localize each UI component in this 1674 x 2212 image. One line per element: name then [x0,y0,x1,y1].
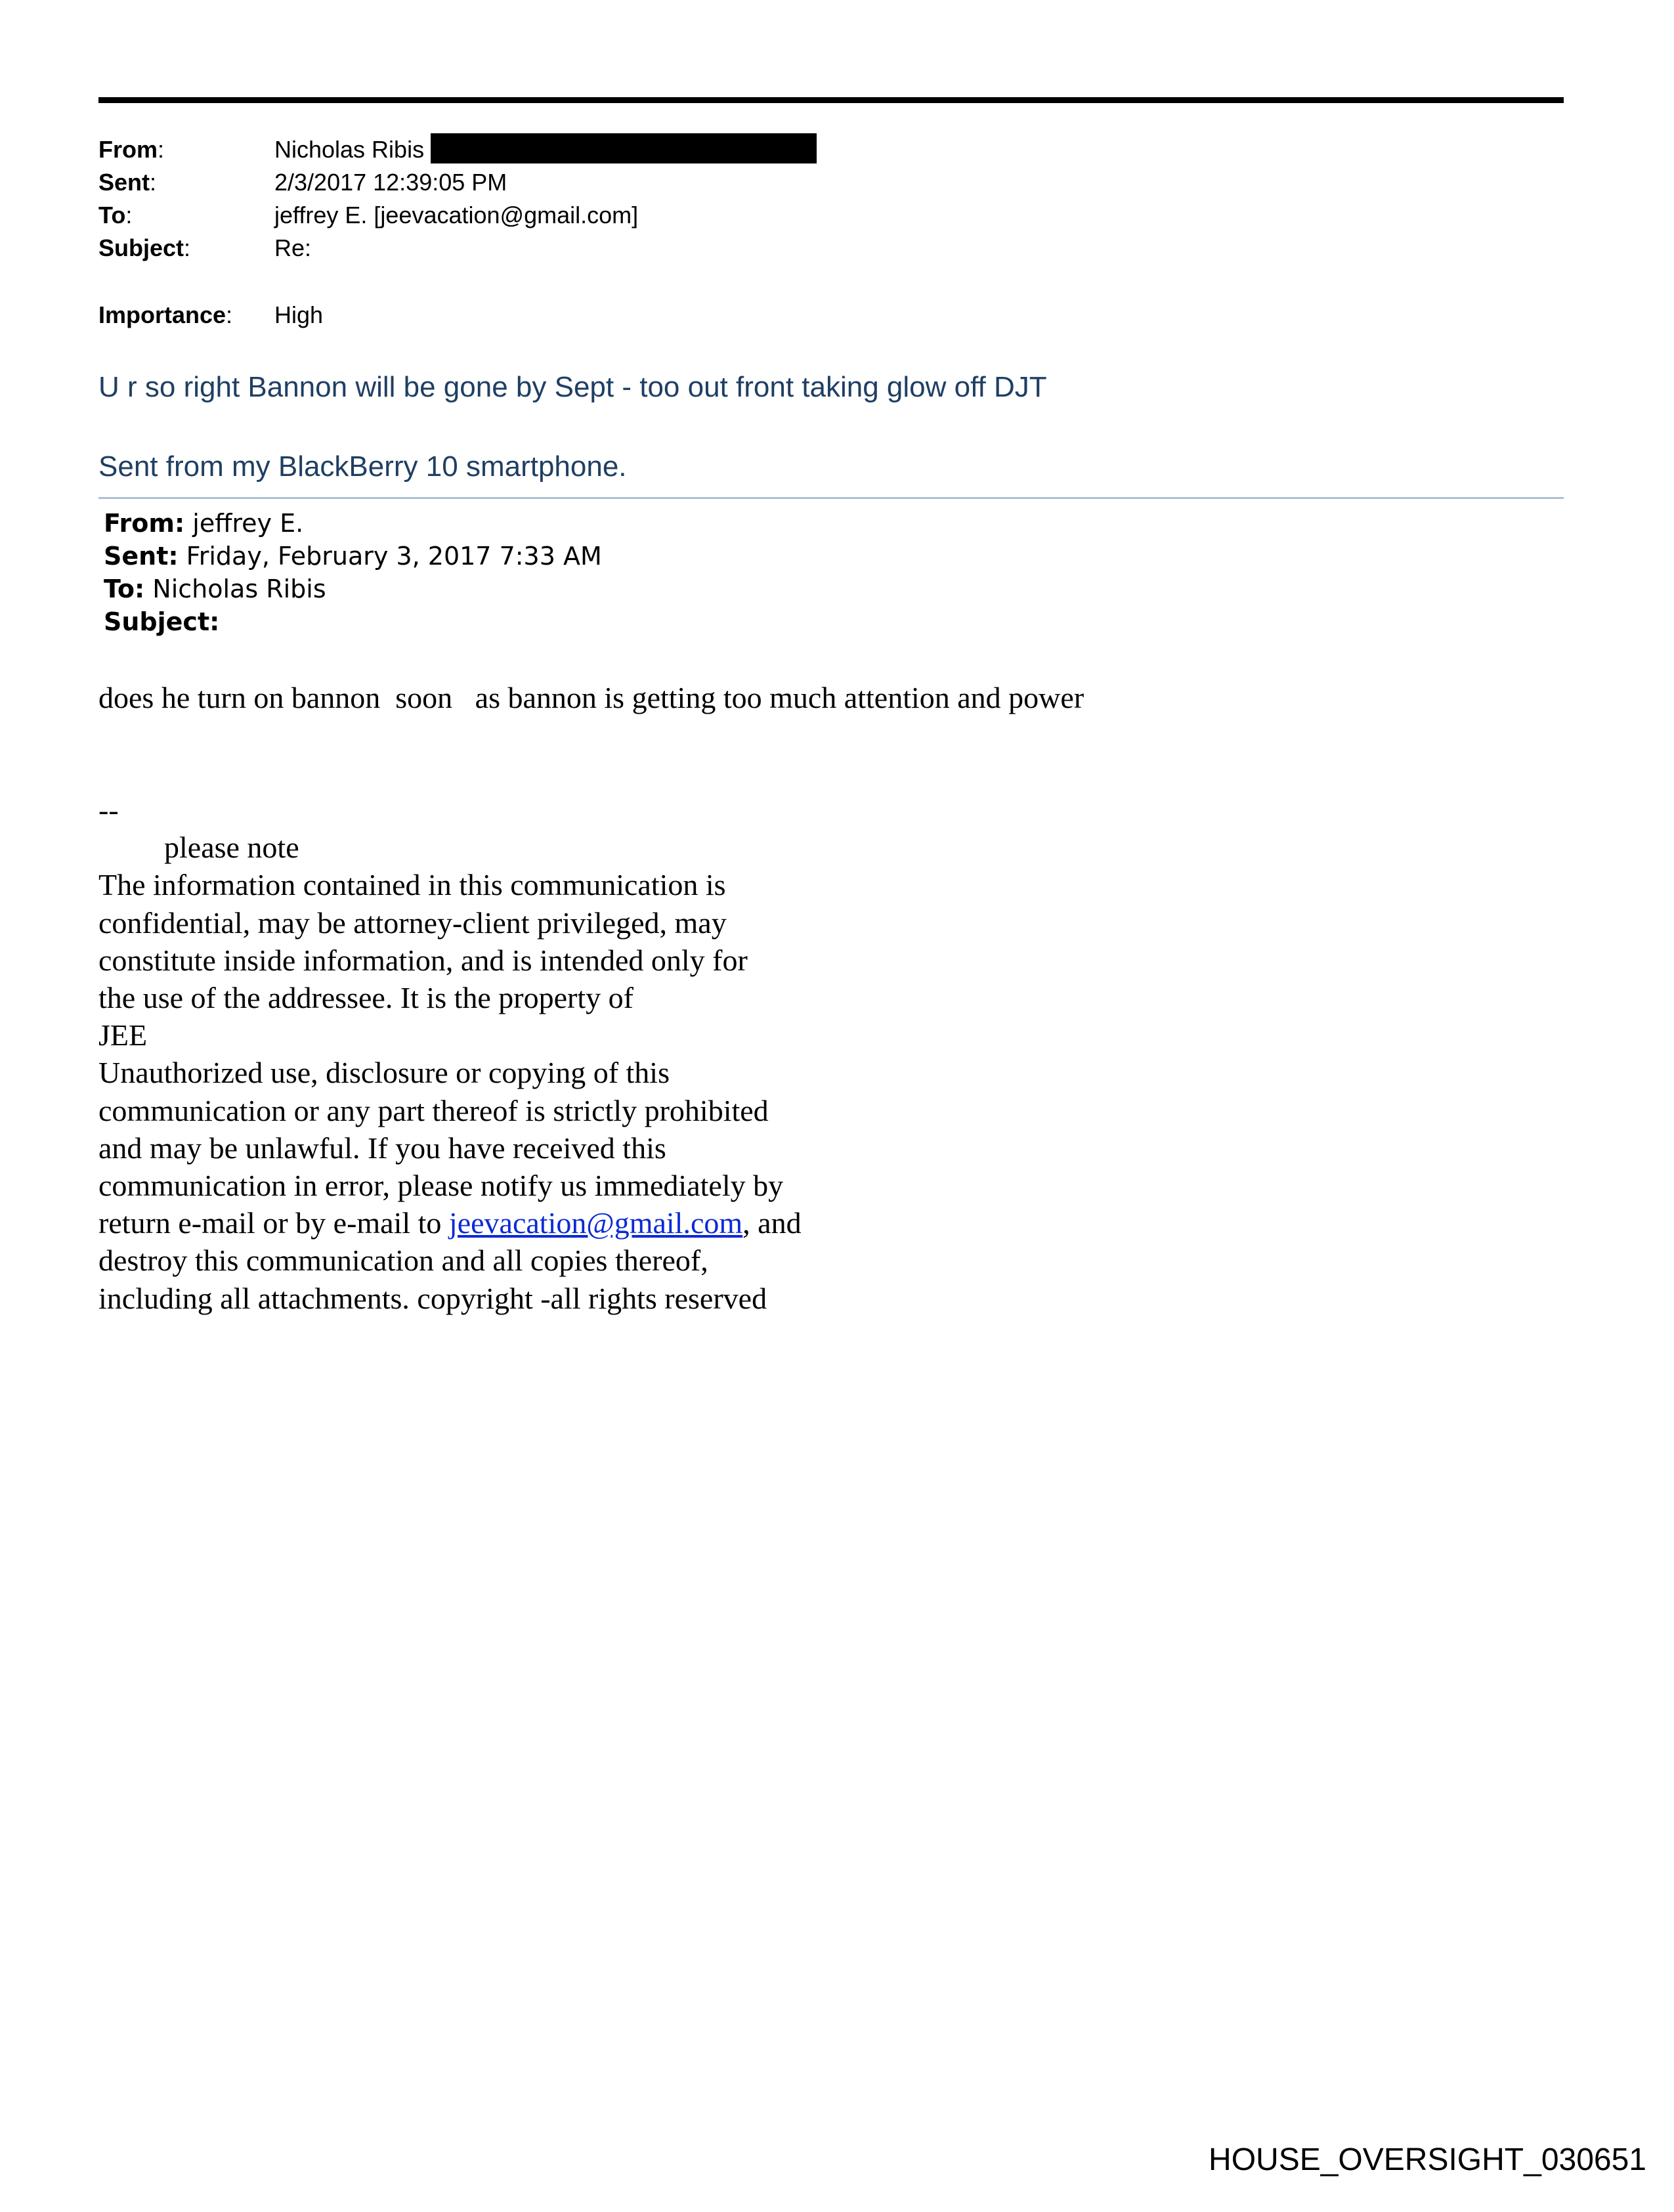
quoted-from-value: jeffrey E. [192,509,304,538]
disclaimer-note: please note [164,831,299,865]
quoted-sent-row [104,540,602,573]
top-rule [98,97,1564,103]
quoted-to-value: Nicholas Ribis [152,575,326,603]
document-page: From: Nicholas Ribis Sent: 2/3/2017 12:39:05 PM To: jeffrey E. [jeevacation@gmail.com] Subject: Re: Importance: High U r so right Bannon will be gone by Sept - too out front taking glow off DJT Sent from my BlackBerry 10 smartphone. From: jeffrey E. Sent: Friday, February 3, 2017 7:33 AM To: Nicholas Ribis Subject: does he turn on bannon soon as bannon is getting too much attention and power -- please note The information contained in this communication is confidential, may be attorney-client privileged, may constitute inside information, and is intended only for the use of the addressee. It is the property of JEE Unauthorized use, disclosure or copying of this communication or any part thereof is strictly prohibited and may be unlawful. If you have received this communication in error, please notify us immediately by return e-mail or by e-mail to jeevacation@gmail.com, and destroy this communication and all copies thereof, including all attachments. copyright -all rights reserved HOUSE_OVERSIGHT_030651 [0,0,1674,2212]
subject-value: Re: [274,234,312,261]
quoted-to-label: To: [104,575,145,603]
disclaimer-line: communication or any part thereof is strictly prohibited [98,1093,769,1127]
disclaimer-line: including all attachments. copyright -all rights reserved [98,1281,767,1315]
disclaimer-line: and may be unlawful. If you have received this [98,1131,666,1165]
reply-message: U r so right Bannon will be gone by Sept - too out front taking glow off DJT [98,371,1047,403]
quoted-subject-label: Subject: [104,607,220,636]
disclaimer-line: the use of the addressee. It is the property of [98,981,633,1015]
bates-number: HOUSE_OVERSIGHT_030651 [1209,2142,1646,2177]
quoted-to-row [104,573,326,605]
quoted-sent-label: Sent: [104,542,179,571]
disclaimer-line: return e-mail or by e-mail to jeevacation@gmail.com, and [98,1206,802,1240]
subject-label: Subject [98,234,184,261]
quoted-subject-row [104,605,219,638]
to-label: To [98,202,126,228]
importance-label: Importance [98,301,226,328]
disclaimer-line: Unauthorized use, disclosure or copying of this [98,1056,670,1090]
disclaimer-line: constitute inside information, and is intended only for [98,943,748,977]
to-value: jeffrey E. [jeevacation@gmail.com] [274,202,639,228]
reply-signature: Sent from my BlackBerry 10 smartphone. [98,450,627,483]
from-value: Nicholas Ribis [274,136,425,163]
quoted-from-row [104,507,303,540]
email-link[interactable]: jeevacation@gmail.com [448,1206,743,1240]
quoted-sent-value: Friday, February 3, 2017 7:33 AM [186,542,602,571]
quoted-body: does he turn on bannon soon as bannon is getting too much attention and power [98,681,1084,714]
disclaimer-dashes: -- [98,793,119,827]
sent-label: Sent [98,169,150,196]
redaction-bar [431,133,817,163]
from-label: From [98,136,158,163]
sent-value: 2/3/2017 12:39:05 PM [274,169,507,196]
importance-value: High [274,301,324,328]
disclaimer-line: confidential, may be attorney-client privileged, may [98,905,727,940]
disclaimer-line: destroy this communication and all copies thereof, [98,1244,708,1278]
quote-separator [98,497,1564,499]
disclaimer-line: The information contained in this communication is [98,868,726,902]
disclaimer-line: JEE [98,1018,148,1052]
disclaimer [98,791,802,1317]
quoted-from-label: From: [104,509,185,538]
disclaimer-line: communication in error, please notify us immediately by [98,1169,784,1203]
